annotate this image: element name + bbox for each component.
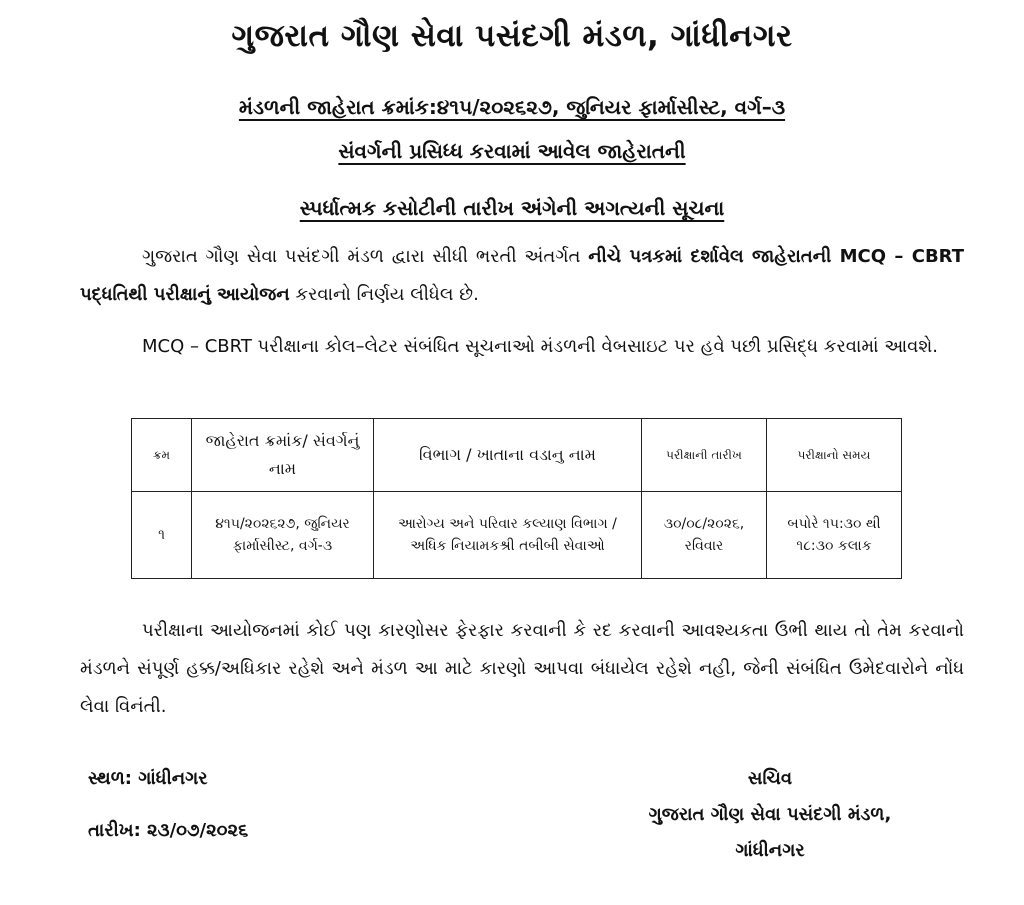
header-exam-date: પરીક્ષાની તારીખ — [642, 419, 767, 492]
signature-city: ગાંધીનગર — [735, 840, 805, 861]
header-advt: જાહેરાત ક્રમાંક/ સંવર્ગનું નામ — [192, 419, 374, 492]
paragraph-intro-bold: નીચે પત્રકમાં દર્શાવેલ જાહેરાતની MCQ – CBRT પદ્ધતિથી પરીક્ષાનું આયોજન — [80, 246, 964, 305]
table-header-row — [132, 419, 902, 492]
place-label: સ્થળ: ગાંધીનગર — [88, 768, 208, 789]
header-exam-time: પરીક્ષાનો સમય — [767, 419, 902, 492]
board-title: ગુજરાત ગૌણ સેવા પસંદગી મંડળ, ગાંધીનગર — [231, 18, 793, 54]
paragraph-call-letter: MCQ – CBRT પરીક્ષાના કોલ–લેટર સંબંધિત સૂચનાઓ મંડળની વેબસાઇટ પર હવે પછી પ્રસિદ્ધ કરવામાં આવશે. — [142, 336, 938, 357]
header-serial: ક્રમ — [132, 419, 192, 492]
table-row — [132, 492, 902, 579]
advertisement-line-2-text: સંવર્ગની પ્રસિધ્ધ કરવામાં આવેલ જાહેરાતની — [338, 139, 686, 163]
date-label: તારીખ: ૨૩/૦૭/૨૦૨૬ — [88, 820, 249, 841]
cell-dept: આરોગ્ય અને પરિવાર કલ્યાણ વિભાગ / અધિક નિયામકશ્રી તબીબી સેવાઓ — [374, 492, 642, 579]
cell-exam-date: ૩૦/૦૮/૨૦૨૬, રવિવાર — [642, 492, 767, 579]
paragraph-intro-a: ગુજરાત ગૌણ સેવા પસંદગી મંડળ દ્વારા સીધી ભરતી અંતર્ગત — [142, 246, 589, 267]
advertisement-line-2 — [0, 139, 1024, 163]
notice-heading-text: સ્પર્ધાત્મક કસોટીની તારીખ અંગેની અગત્યની સૂચના — [299, 196, 725, 220]
cell-serial: ૧ — [132, 492, 192, 579]
paragraph-rights: પરીક્ષાના આયોજનમાં કોઈ પણ કારણોસર ફેરફાર કરવાની કે રદ કરવાની આવશ્યકતા ઉભી થાય તો તેમ કરવાનો મંડળને સંપૂર્ણ હક્ક/અધિકાર રહેશે અને મંડળ આ માટે કારણો આપવા બંધાયેલ રહેશે નહી, જેની સંબંધિત ઉમેદવારોને નોંધ લેવા વિનંતી. — [80, 620, 964, 717]
exam-schedule-table — [131, 418, 902, 579]
paragraph-intro-c: કરવાનો નિર્ણય લીધેલ છે. — [289, 284, 479, 305]
advertisement-line — [0, 95, 1024, 119]
signature-title: સચિવ — [747, 768, 793, 789]
cell-exam-time: બપોરે ૧૫:૩૦ થી ૧૮:૩૦ કલાક — [767, 492, 902, 579]
paragraph-intro — [80, 238, 964, 314]
cell-advt: ૪૧૫/૨૦૨૬૨૭, જુનિયર ફાર્માસીસ્ટ, વર્ગ-૩ — [192, 492, 374, 579]
notice-heading — [0, 196, 1024, 220]
signature-organization: ગુજરાત ગૌણ સેવા પસંદગી મંડળ, — [648, 804, 892, 825]
advertisement-line-text: મંડળની જાહેરાત ક્રમાંક:૪૧૫/૨૦૨૬૨૭, જુનિયર ફાર્માસીસ્ટ, વર્ગ–૩ — [238, 95, 786, 119]
header-dept: વિભાગ / ખાતાના વડાનુ નામ — [374, 419, 642, 492]
